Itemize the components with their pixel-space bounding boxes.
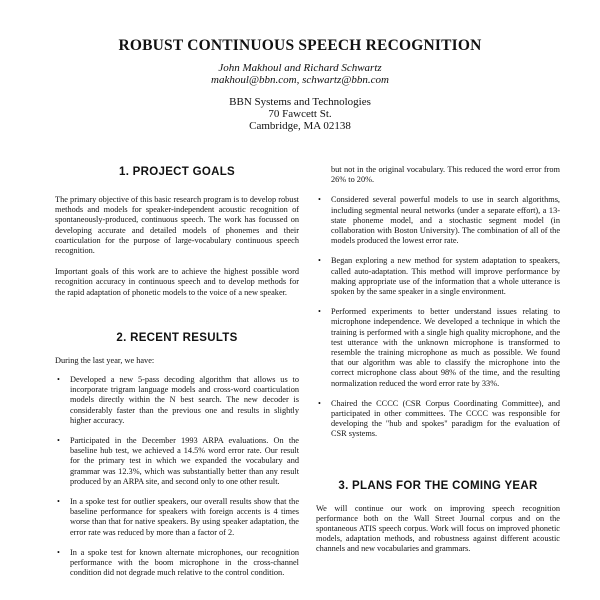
section-heading-plans: 3. PLANS FOR THE COMING YEAR xyxy=(338,479,538,492)
list-item xyxy=(316,399,560,440)
list-item xyxy=(55,375,299,426)
bullet-marker: • xyxy=(57,375,60,385)
bullet-marker: • xyxy=(318,398,321,408)
list-item-text: Performed experiments to better understand issues relating to microphone independence. We developed a technique in which the training is performed with a single high quality microphone, and the test utterance with the unknown microphone is transformed to resemble the training microphone as much as possible. We found that our algorithm was able to classify the microphone into the correct microphone class about 98% of the time, and the resulting normalization reduced the word error rate by 33%. xyxy=(331,307,560,388)
author-names: John Makhoul and Richard Schwartz xyxy=(218,62,382,74)
affiliation-org: BBN Systems and Technologies xyxy=(229,96,371,108)
list-item xyxy=(55,436,299,487)
author-block xyxy=(0,62,600,86)
paper-title: ROBUST CONTINUOUS SPEECH RECOGNITION xyxy=(118,37,482,54)
list-item-text: Considered several powerful models to use in search algorithms, including segmental neural networks (under a separate effort), a 13-state phoneme model, and a stochastic segment model (in collaboration with Boston University). The combination of all of the models produced the lowest error rate. xyxy=(331,195,560,246)
affiliation-city: Cambridge, MA 02138 xyxy=(249,120,351,132)
list-item-text: Participated in the December 1993 ARPA evaluations. On the baseline hub test, we achieved a 14.5% word error rate. Our result for the primary test in which we expanded the vocabulary and grammar was 12.3%, which was substantially better than any result produced by an ARPA site, and second only to one other result. xyxy=(70,436,299,486)
list-item xyxy=(316,307,560,389)
list-item-text: Developed a new 5-pass decoding algorithm that allows us to incorporate trigram language models and cross-word coarticulation models directly within the N best search. The new decoder is considerably faster than the previous one and results in slightly higher accuracy. xyxy=(70,375,299,425)
recent-results-list xyxy=(55,375,299,578)
section-heading-project-goals: 1. PROJECT GOALS xyxy=(119,166,235,178)
bullet-marker: • xyxy=(57,497,60,507)
bullet-marker: • xyxy=(57,547,60,557)
right-column xyxy=(316,165,560,555)
affiliation-block xyxy=(0,96,600,132)
continuation-text: but not in the original vocabulary. This reduced the word error from 26% to 20%. xyxy=(331,165,560,185)
list-item xyxy=(55,497,299,538)
bullet-marker: • xyxy=(318,195,321,205)
bullet-marker: • xyxy=(318,256,321,266)
project-goals-paragraph-1: The primary objective of this basic research program is to develop robust methods and models for speaker-independent acoustic recognition of spontaneously-produced, continuous speech. The work has focussed on developing accurate and detailed models of phonemes and their coarticulation for the purpose of large-vocabulary continuous speech recognition. xyxy=(55,195,299,256)
list-item xyxy=(316,195,560,246)
bullet-marker: • xyxy=(318,307,321,317)
affiliation-street: 70 Fawcett St. xyxy=(268,108,332,120)
list-item-text: Began exploring a new method for system adaptation to speakers, called auto-adaptation. This method will improve performance by making appropriate use of the information that a whole utterance is spoken by the same speaker in a single environment. xyxy=(331,256,560,297)
list-item-text: Chaired the CCCC (CSR Corpus Coordinating Committee), and participated in other committees. The CCCC was responsible for developing the "hub and spokes" paradigm for the evaluation of CSR systems. xyxy=(331,398,560,439)
left-column xyxy=(55,166,299,578)
recent-results-intro: During the last year, we have: xyxy=(55,355,155,365)
project-goals-paragraph-2: Important goals of this work are to achieve the highest possible word recognition accuracy in continuous speech and to develop methods for the rapid adaptation of phonetic models to the voice of a new speaker. xyxy=(55,267,299,297)
list-item-text: In a spoke test for outlier speakers, our overall results show that the baseline performance for speakers with foreign accents is 4 times worse than that for native speakers. By using speaker adaptation, the error rate was reduced by more than a factor of 2. xyxy=(70,497,299,537)
list-item xyxy=(55,548,299,579)
author-emails: makhoul@bbn.com, schwartz@bbn.com xyxy=(211,74,389,86)
list-item-text: In a spoke test for known alternate microphones, our recognition performance with the boom microphone in the cross-channel condition did not degrade much relative to the control condition. xyxy=(70,547,299,578)
bullet-marker: • xyxy=(57,436,60,446)
plans-paragraph-1: We will continue our work on improving speech recognition performance both on the Wall Street Journal corpus and on the spontaneous ATIS speech corpus. Work will focus on improved phonetic models, adaptation methods, and robustness against different acoustic channels and new vocabularies and grammars. xyxy=(316,503,560,554)
recent-results-list-continued xyxy=(316,195,560,439)
section-heading-recent-results: 2. RECENT RESULTS xyxy=(116,331,238,344)
list-item xyxy=(316,256,560,297)
